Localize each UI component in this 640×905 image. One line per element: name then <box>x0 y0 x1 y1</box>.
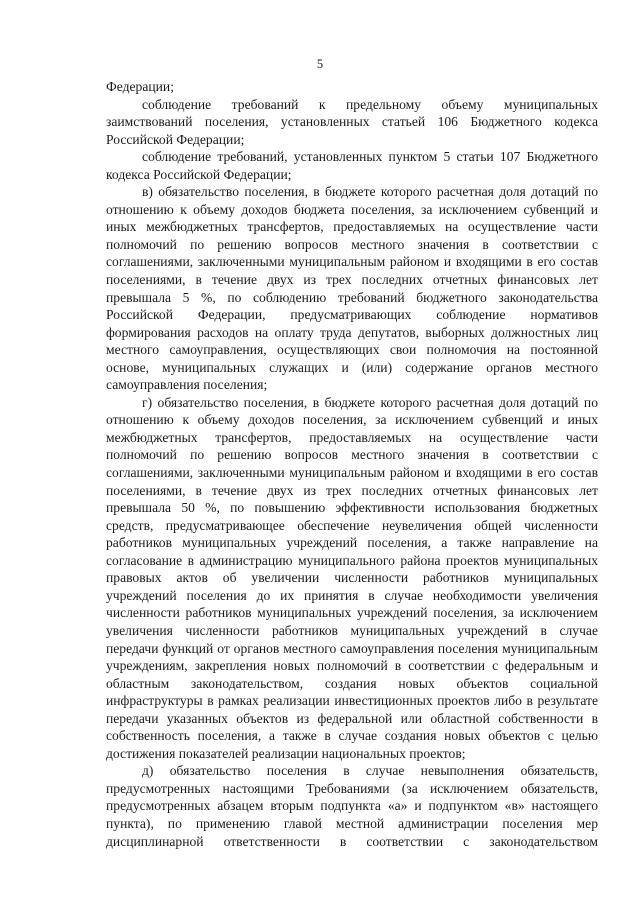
paragraph-article-107: соблюдение требований, установленных пунктом 5 статьи 107 Бюджетного кодекса Российской Федерации; <box>106 149 598 182</box>
paragraph-borrowing-limits: соблюдение требований к предельному объему муниципальных заимствований поселения, установленных статьей 106 Бюджетного кодекса Российской Федерации; <box>106 96 598 147</box>
paragraph-item-d: д) обязательство поселения в случае невыполнения обязательств, предусмотренных настоящими Требованиями (за исключением обязательств, предусмотренных абзацем вторым подпункта «а» и подпунктом «в» настоящего пункта), по применению главой местной администрации поселения мер дисциплинарной ответственности в соответствии с законодательством <box>106 763 598 849</box>
paragraph-continuation: Федерации; <box>106 79 174 94</box>
page-number: 5 <box>316 57 324 71</box>
document-body <box>106 78 598 850</box>
paragraph-item-v: в) обязательство поселения, в бюджете которого расчетная доля дотаций по отношению к объему доходов бюджета поселения, за исключением субвенций и иных межбюджетных трансфертов, предоставляемых на осуществление части полномочий по решению вопросов местного значения в соответствии с соглашениями, заключенными муниципальным районом и входящими в его состав поселениями, в течение двух из трех последних отчетных финансовых лет превышала 5 %, по соблюдению требований бюджетного законодательства Российской Федерации, предусматривающих соблюдение нормативов формирования расходов на оплату труда депутатов, выборных должностных лиц местного самоуправления, осуществляющих свои полномочия на постоянной основе, муниципальных служащих и (или) содержание органов местного самоуправления поселения; <box>106 184 598 393</box>
paragraph-item-g: г) обязательство поселения, в бюджете которого расчетная доля дотаций по отношению к объему доходов поселения, за исключением субвенций и иных межбюджетных трансфертов, предоставляемых на осуществление части полномочий по решению вопросов местного значения в соответствии с соглашениями, заключенными муниципальным районом и входящими в его состав поселениями, в течение двух из трех последних отчетных финансовых лет превышала 50 %, по повышению эффективности использования бюджетных средств, предусматривающее обеспечение неувеличения общей численности работников муниципальных учреждений поселения, а также направление на согласование в администрацию муниципального района проектов муниципальных правовых актов об увеличении численности работников муниципальных учреждений поселения до их принятия в случае необходимости увеличения численности работников муниципальных учреждений поселения, за исключением увеличения численности работников муниципальных учреждений в случае передачи функций от органов местного самоуправления поселения муниципальным учреждениям, закрепления новых полномочий в соответствии с федеральным и областным законодательством, создания новых объектов социальной инфраструктуры в рамках реализации инвестиционных проектов либо в результате передачи указанных объектов из федеральной или областной собственности в собственность поселения, а также в случае создания новых объектов с целью достижения показателей реализации национальных проектов; <box>106 394 598 761</box>
